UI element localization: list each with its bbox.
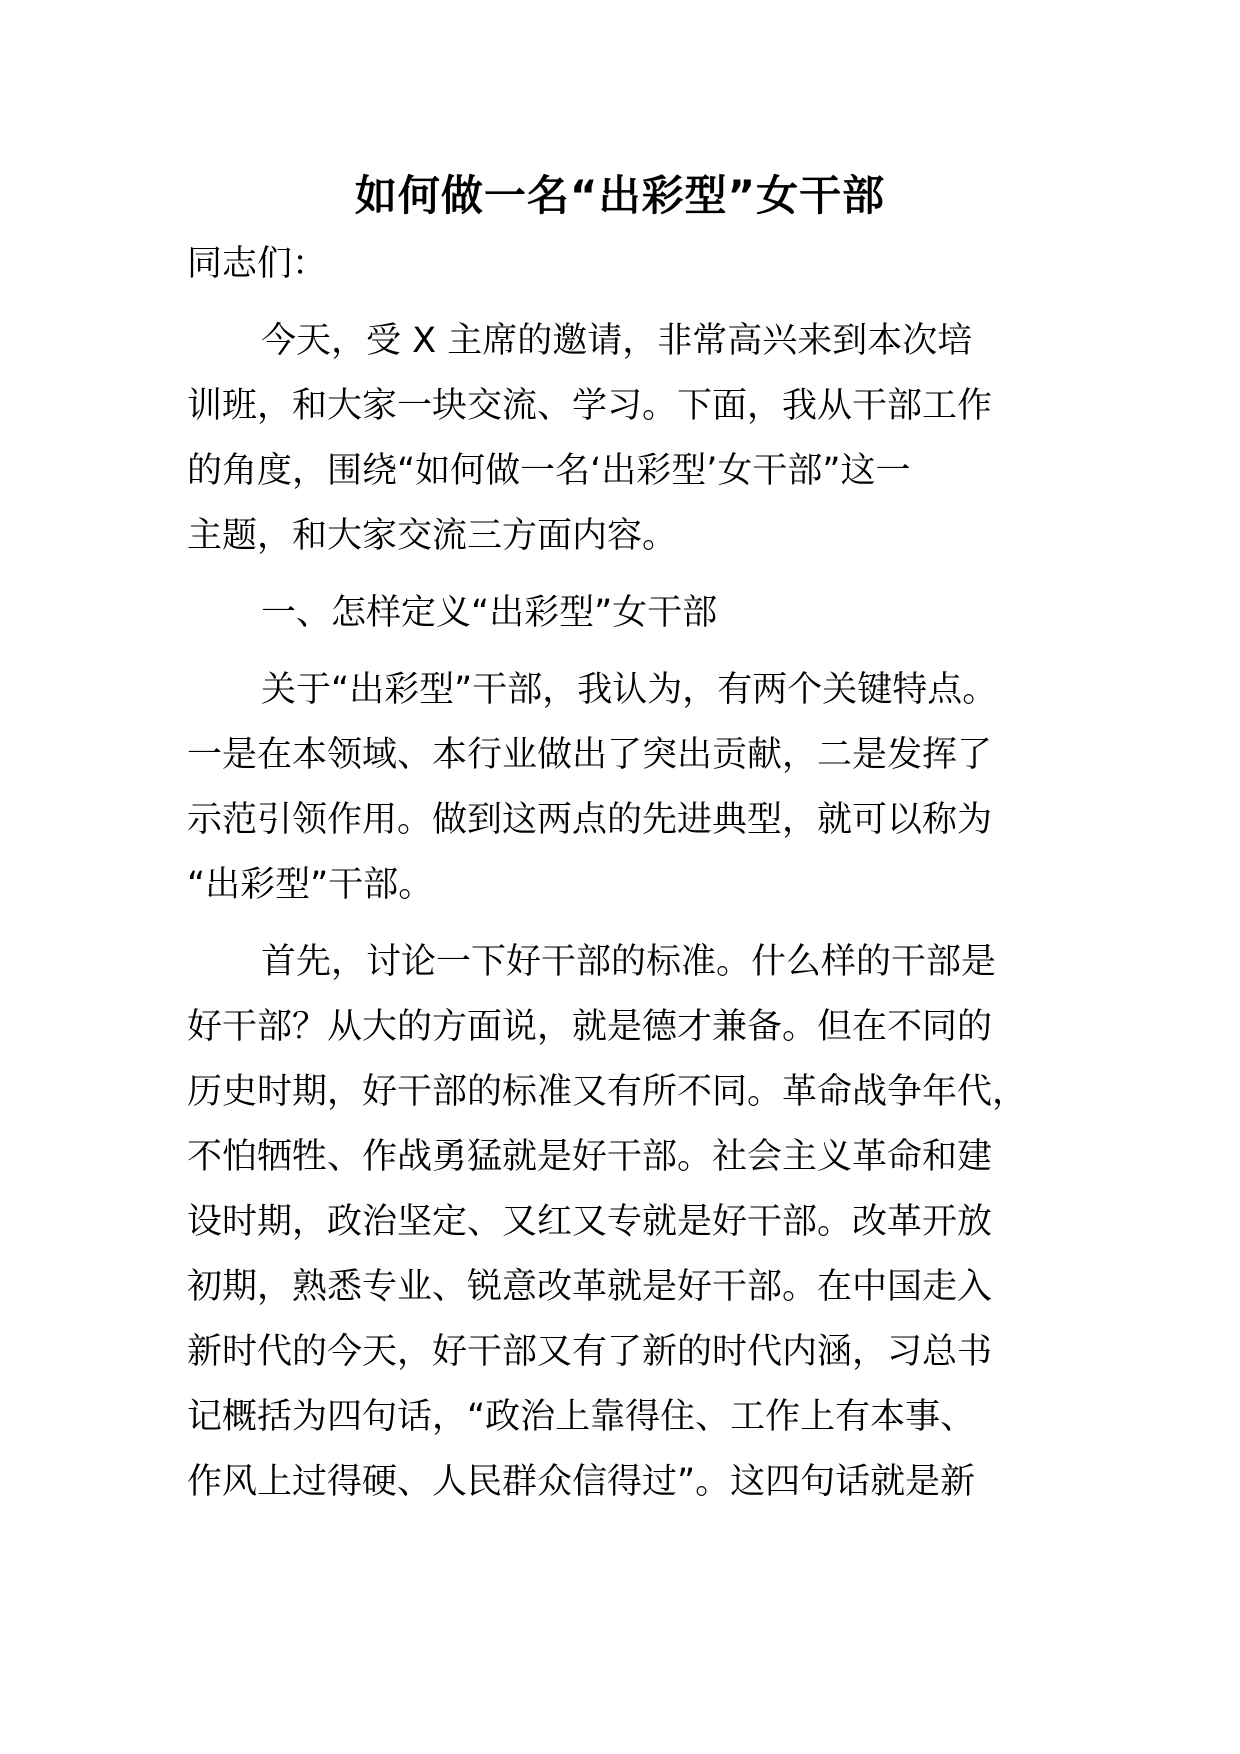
section-heading: [187, 581, 1067, 646]
paragraph-line: 的角度，围绕“如何做一名‘出彩型’女干部”这一: [187, 451, 911, 491]
paragraph-line: 一是在本领域、本行业做出了突出贡献，二是发挥了: [187, 735, 993, 775]
paragraph-line: 首先，讨论一下好干部的标准。什么样的干部是: [261, 942, 997, 982]
paragraph-line: 新时代的今天，好干部又有了新的时代内涵，习总书: [187, 1332, 993, 1372]
salutation: [187, 232, 1067, 297]
paragraph-line: 关于“出彩型”干部，我认为，有两个关键特点。: [261, 670, 998, 710]
paragraph-line: 主题，和大家交流三方面内容。: [187, 516, 678, 556]
paragraph-line: 设时期，政治坚定、又红又专就是好干部。改革开放: [187, 1202, 993, 1242]
paragraph-line: 示范引领作用。做到这两点的先进典型，就可以称为: [187, 800, 993, 840]
paragraph-line: 好干部？从大的方面说，就是德才兼备。但在不同的: [187, 1007, 993, 1047]
paragraph-intro: [187, 309, 1067, 569]
paragraph-line: 训班，和大家一块交流、学习。下面，我从干部工作: [187, 386, 993, 426]
paragraph-standards: [187, 930, 1067, 1515]
document-title: 如何做一名“出彩型”女干部: [354, 171, 886, 220]
paragraph-line: 不怕牺牲、作战勇猛就是好干部。社会主义革命和建: [187, 1137, 993, 1177]
paragraph-line: 记概括为四句话，“政治上靠得住、工作上有本事、: [187, 1397, 976, 1437]
paragraph-line: 初期，熟悉专业、锐意改革就是好干部。在中国走入: [187, 1267, 993, 1307]
section-heading-text: 一、怎样定义“出彩型”女干部: [261, 593, 718, 633]
paragraph-line: 作风上过得硬、人民群众信得过”。这四句话就是新: [187, 1462, 976, 1502]
salutation-text: 同志们：: [187, 244, 328, 284]
paragraph-line: 历史时期，好干部的标准又有所不同。革命战争年代，: [187, 1072, 1028, 1112]
paragraph-line: “出彩型”干部。: [187, 865, 434, 905]
document-body: [187, 232, 1067, 1527]
paragraph-line: 今天，受 X 主席的邀请，非常高兴来到本次培: [261, 321, 973, 361]
paragraph-definition: [187, 658, 1067, 918]
